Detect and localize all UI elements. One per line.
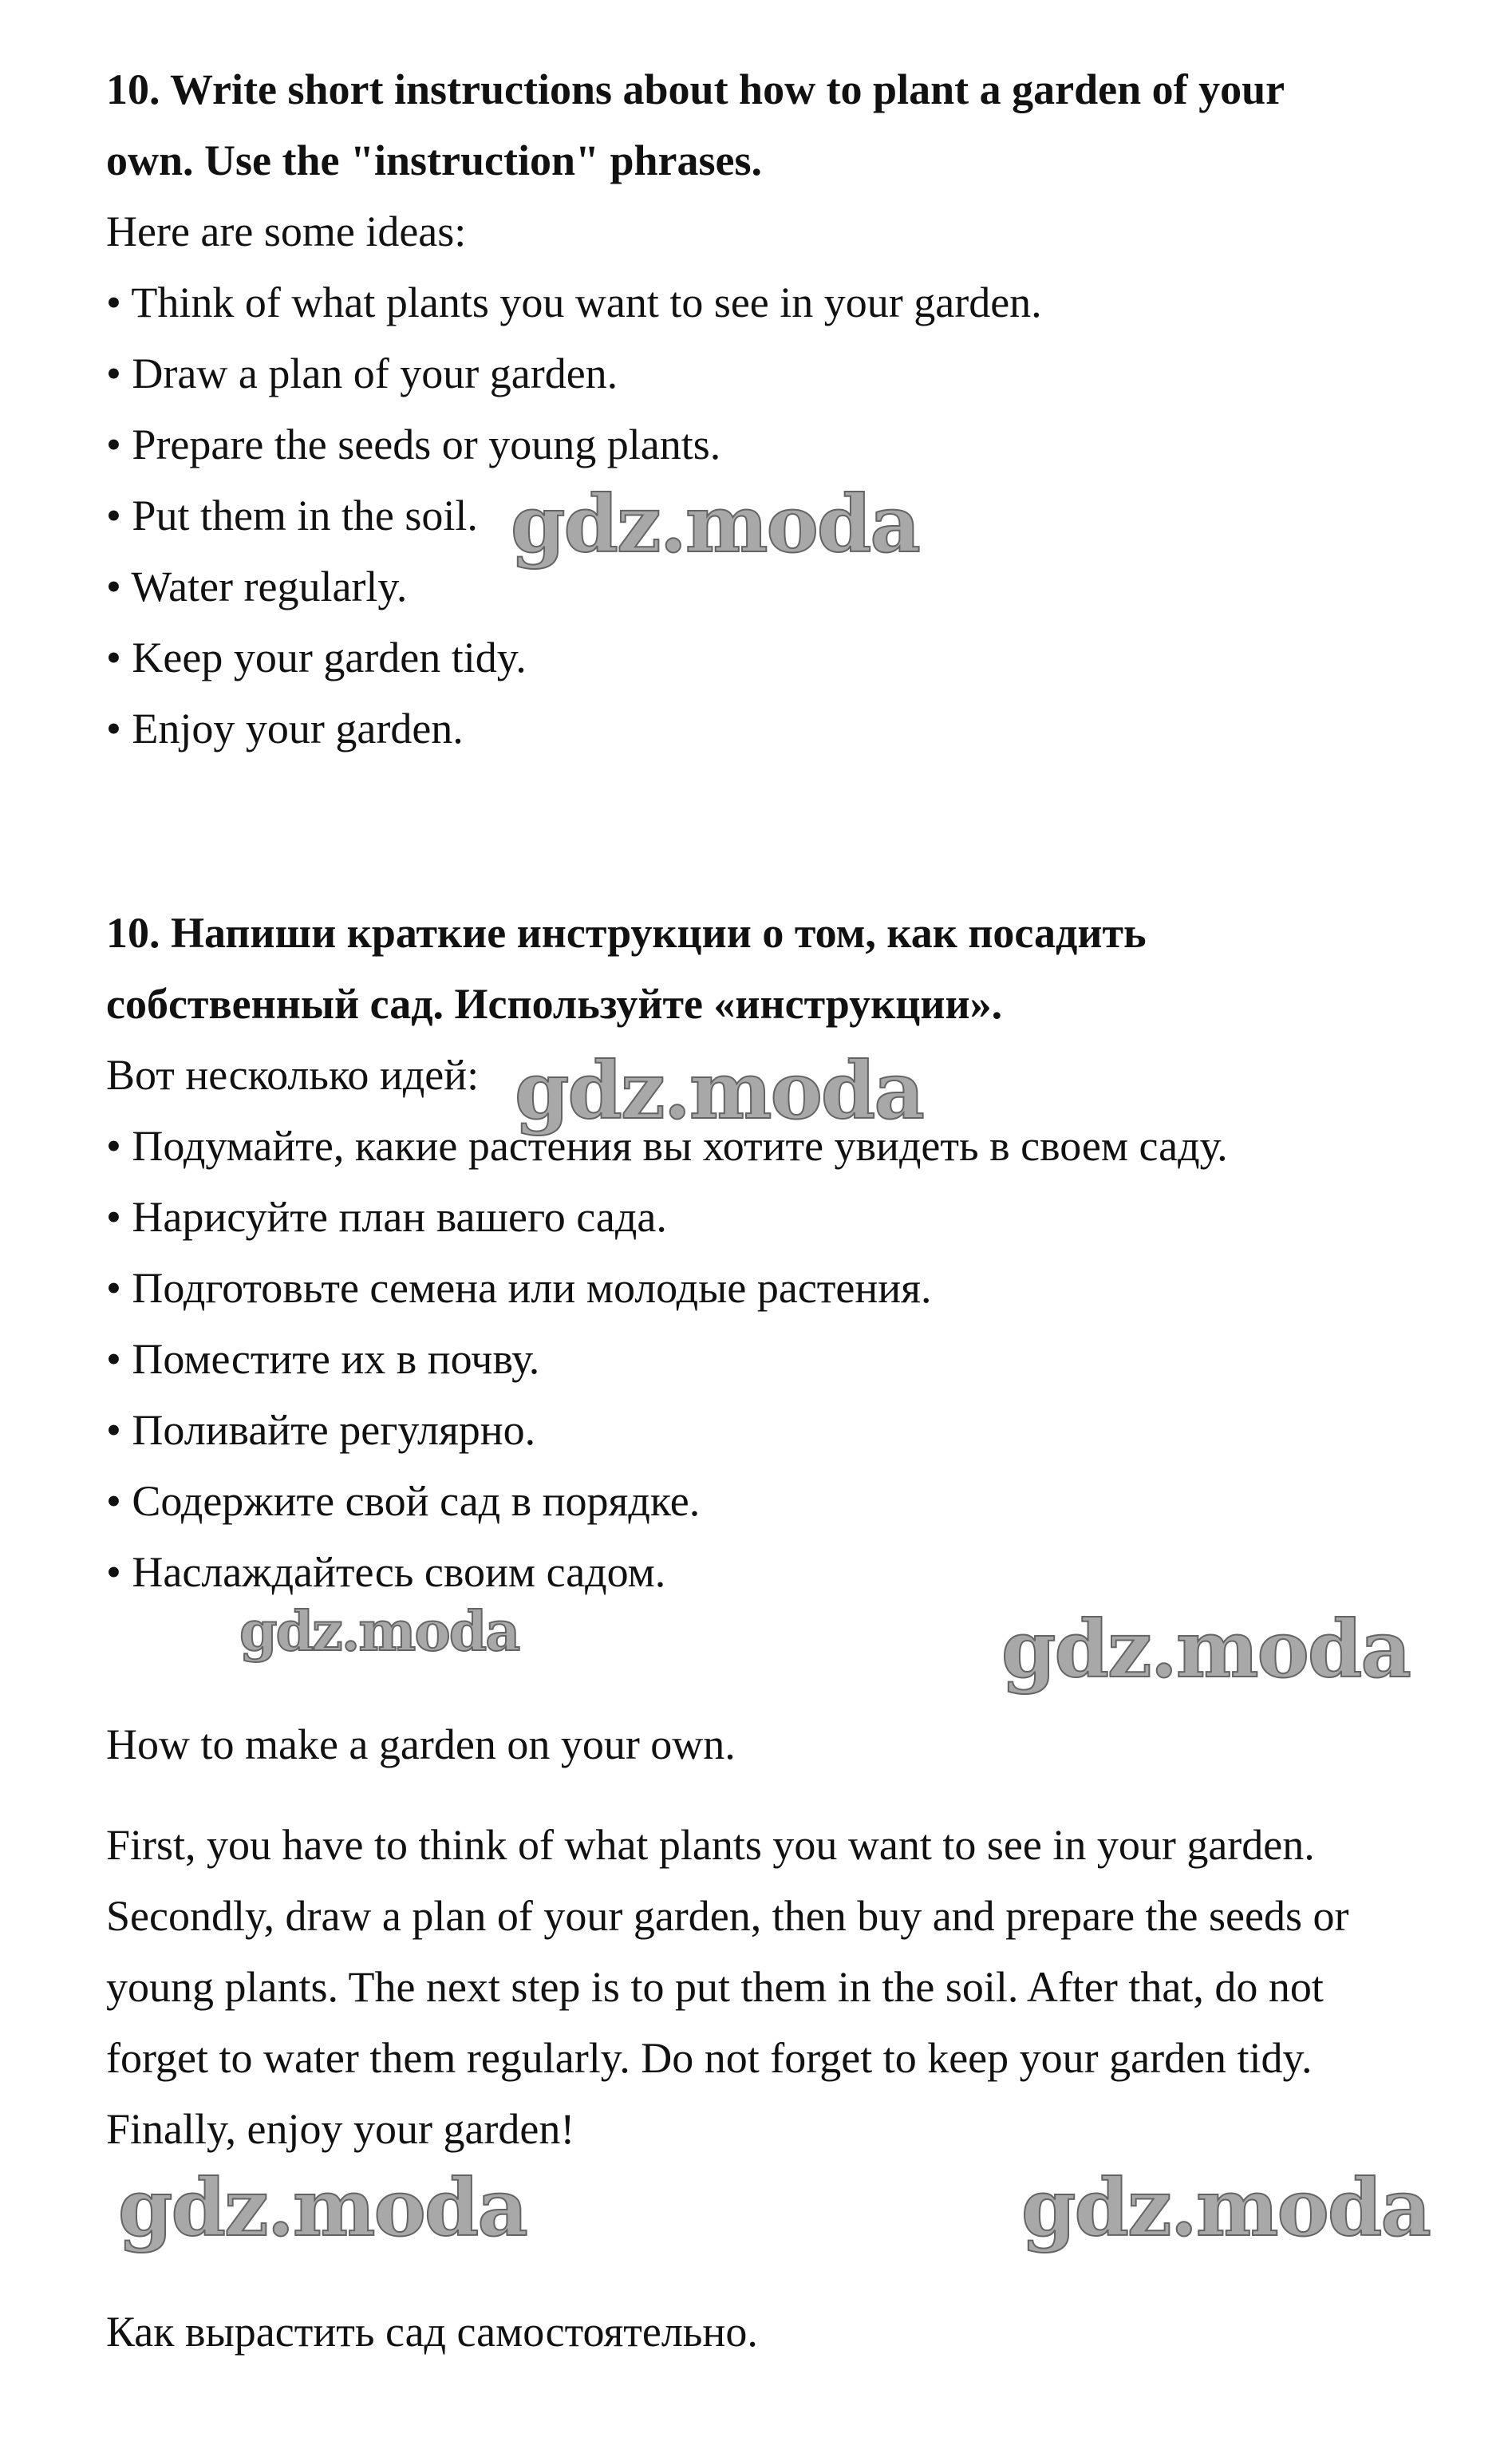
list-item-idea-ru: • Содержите свой сад в порядке.	[106, 1477, 701, 1525]
list-item-idea-en: • Put them in the soil.	[106, 492, 478, 539]
task-title-en-line2: own. Use the "instruction" phrases.	[106, 136, 762, 184]
list-item-idea-en: • Draw a plan of your garden.	[106, 350, 618, 397]
watermark: gdz.moda	[1021, 2163, 1430, 2254]
answer-line-en: Secondly, draw a plan of your garden, then buy and prepare the seeds or	[106, 1892, 1349, 1940]
list-item-idea-en: • Water regularly.	[106, 563, 408, 610]
list-item-idea-ru: • Поместите их в почву.	[106, 1335, 540, 1383]
list-item-idea-ru: • Подготовьте семена или молодые растения.	[106, 1264, 932, 1312]
list-item-idea-ru: • Нарисуйте план вашего сада.	[106, 1193, 667, 1241]
list-item-idea-ru: • Поливайте регулярно.	[106, 1406, 536, 1454]
list-item-idea-en: • Think of what plants you want to see in your garden.	[106, 278, 1042, 326]
task-title-ru-line1: 10. Напиши краткие инструкции о том, как посадить	[106, 909, 1147, 957]
task-intro-en: Here are some ideas:	[106, 207, 467, 255]
watermark: gdz.moda	[239, 1600, 519, 1664]
list-item-idea-ru: • Подумайте, какие растения вы хотите увидеть в своем саду.	[106, 1122, 1228, 1170]
task-intro-ru: Вот несколько идей:	[106, 1051, 480, 1099]
answer-line-en: Finally, enjoy your garden!	[106, 2105, 575, 2153]
list-item-idea-en: • Prepare the seeds or young plants.	[106, 421, 721, 468]
watermark: gdz.moda	[511, 479, 919, 571]
watermark: gdz.moda	[118, 2163, 527, 2254]
answer-line-en: forget to water them regularly. Do not forget to keep your garden tidy.	[106, 2034, 1313, 2082]
task-title-en-line1: 10. Write short instructions about how to plant a garden of your	[106, 65, 1285, 113]
list-item-idea-en: • Keep your garden tidy.	[106, 634, 527, 681]
list-item-idea-ru: • Наслаждайтесь своим садом.	[106, 1548, 666, 1596]
answer-heading-en: How to make a garden on your own.	[106, 1720, 736, 1768]
answer-line-en: First, you have to think of what plants you want to see in your garden.	[106, 1821, 1315, 1869]
watermark: gdz.moda	[1001, 1604, 1410, 1696]
watermark: gdz.moda	[515, 1045, 923, 1137]
answer-heading-ru: Как вырастить сад самостоятельно.	[106, 2308, 758, 2356]
task-title-ru-line2: собственный сад. Используйте «инструкции».	[106, 980, 1003, 1028]
answer-line-en: young plants. The next step is to put them in the soil. After that, do not	[106, 1963, 1324, 2011]
list-item-idea-en: • Enjoy your garden.	[106, 705, 464, 752]
